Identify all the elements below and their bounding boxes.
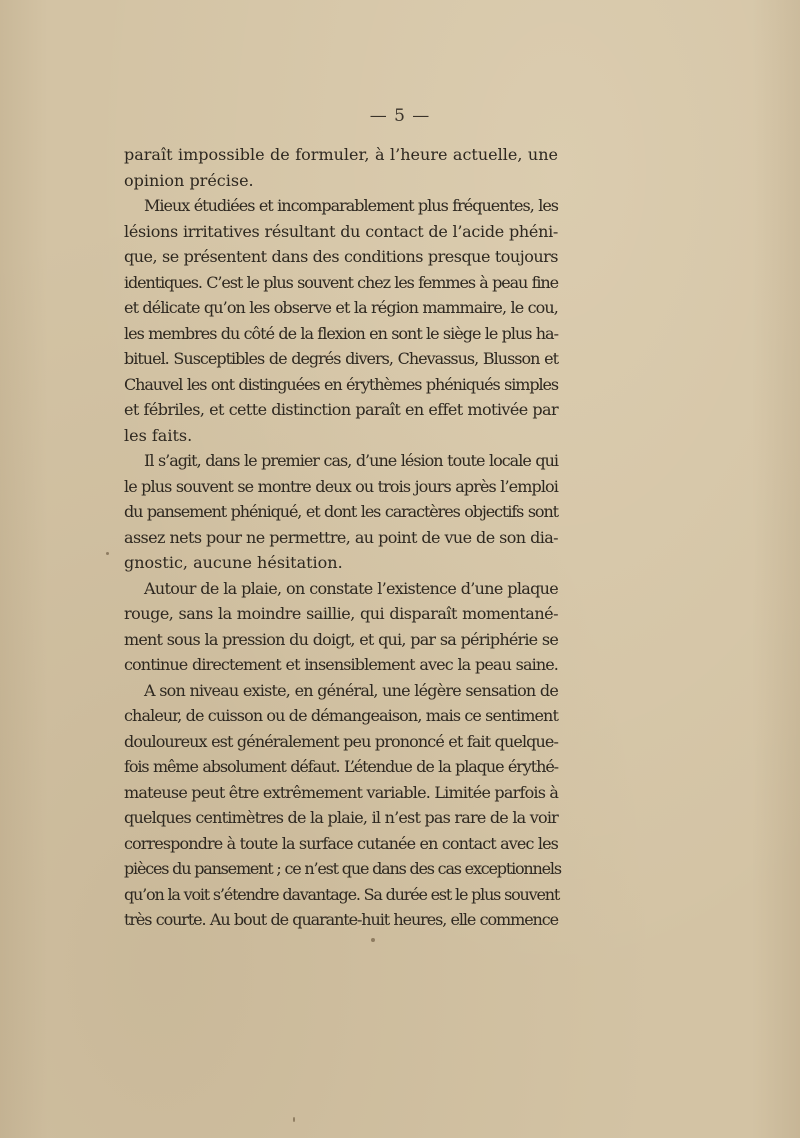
ink-speck bbox=[106, 552, 109, 555]
text-line: Chauvel les ont distinguées en érythèmes phéniqués simples bbox=[124, 374, 558, 394]
text-line: correspondre à toute la surface cutanée en contact avec les bbox=[124, 833, 558, 853]
body-text bbox=[124, 142, 561, 933]
page-number: — 5 — bbox=[369, 106, 431, 126]
text-line: le plus souvent se montre deux ou trois jours après l’emploi bbox=[124, 476, 558, 496]
text-line: identiques. C’est le plus souvent chez les femmes à peau fine bbox=[124, 272, 558, 292]
text-line: A son niveau existe, en général, une légère sensation de bbox=[144, 680, 558, 700]
text-line: qu’on la voit s’étendre davantage. Sa durée est le plus souvent bbox=[124, 884, 560, 904]
text-line: que, se présentent dans des conditions presque toujours bbox=[124, 247, 558, 266]
text-line: rouge, sans la moindre saillie, qui disparaît momentané- bbox=[124, 604, 558, 623]
text-line: assez nets pour ne permettre, au point de vue de son dia- bbox=[124, 527, 558, 547]
text-line: très courte. Au bout de quarante-huit heures, elle commence bbox=[124, 910, 558, 929]
ink-speck bbox=[371, 938, 375, 942]
text-line: et délicate qu’on les observe et la région mammaire, le cou, bbox=[124, 298, 558, 317]
text-line: du pansement phéniqué, et dont les caractères objectifs sont bbox=[124, 502, 558, 521]
text-line: opinion précise. bbox=[124, 170, 254, 190]
text-line: paraît impossible de formuler, à l’heure actuelle, une bbox=[124, 145, 558, 164]
text-line: et fébriles, et cette distinction paraît en effet motivée par bbox=[124, 400, 558, 419]
text-line: douloureux est généralement peu prononcé et fait quelque- bbox=[124, 731, 558, 751]
text-line: bituel. Susceptibles de degrés divers, Chevassus, Blusson et bbox=[124, 349, 558, 368]
text-line: Il s’agit, dans le premier cas, d’une lésion toute locale qui bbox=[144, 451, 558, 470]
text-line: chaleur, de cuisson ou de démangeaison, mais ce sentiment bbox=[124, 706, 558, 725]
text-line: Mieux étudiées et incomparablement plus fréquentes, les bbox=[144, 196, 558, 215]
text-line: les faits. bbox=[124, 425, 193, 445]
text-line: les membres du côté de la flexion en sont le siège le plus ha- bbox=[124, 323, 558, 343]
text-line: quelques centimètres de la plaie, il n’est pas rare de la voir bbox=[124, 808, 558, 827]
text-line: gnostic, aucune hésitation. bbox=[124, 553, 343, 572]
text-line: Autour de la plaie, on constate l’existence d’une plaque bbox=[144, 578, 558, 598]
text-line: continue directement et insensiblement avec la peau saine. bbox=[124, 655, 558, 674]
text-line: ment sous la pression du doigt, et qui, par sa périphérie se bbox=[124, 629, 558, 649]
ink-speck bbox=[293, 1117, 295, 1122]
text-line: pièces du pansement ; ce n’est que dans des cas exceptionnels bbox=[124, 859, 561, 878]
text-line: mateuse peut être extrêmement variable. Limitée parfois à bbox=[124, 782, 559, 802]
text-line: fois même absolument défaut. L’étendue de la plaque érythé- bbox=[124, 757, 558, 776]
text-line: lésions irritatives résultant du contact de l’acide phéni- bbox=[124, 221, 558, 241]
